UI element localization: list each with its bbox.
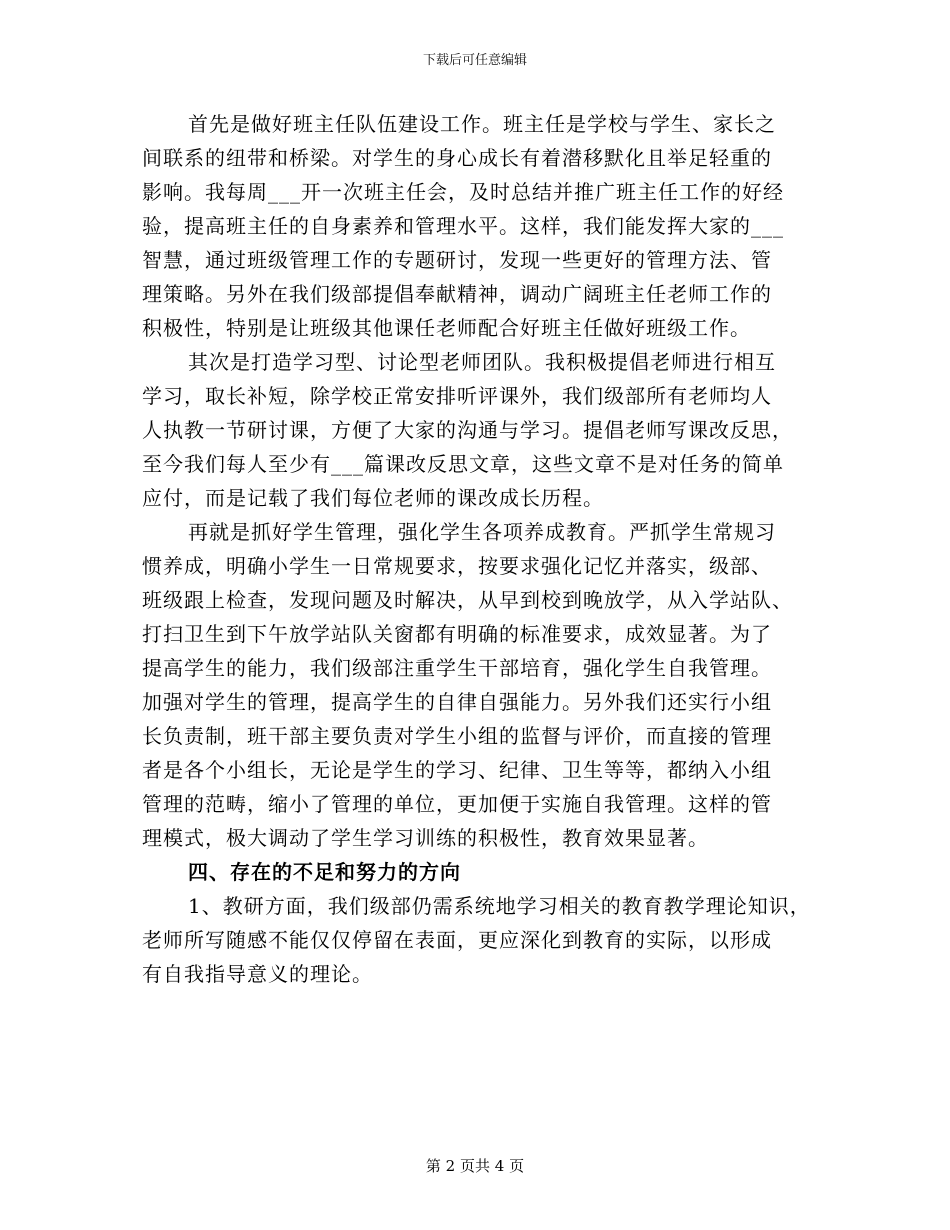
text-line: 人执教一节研讨课，方便了大家的沟通与学习。提倡老师写课改反思， — [142, 418, 793, 442]
text-line: 管理的范畴，缩小了管理的单位，更加便于实施自我管理。这样的管 — [142, 792, 772, 816]
document-body — [142, 107, 832, 991]
text-line: 理模式，极大调动了学生学习训练的积极性，教育效果显著。 — [142, 826, 709, 850]
text-line: 惯养成，明确小学生一日常规要求，按要求强化记忆并落实，级部、 — [142, 554, 772, 578]
text-line: 首先是做好班主任队伍建设工作。班主任是学校与学生、家长之 — [188, 112, 776, 136]
text-line: 间联系的纽带和桥梁。对学生的身心成长有着潜移默化且举足轻重的 — [142, 146, 772, 170]
text-line: 者是各个小组长，无论是学生的学习、纪律、卫生等等，都纳入小组 — [142, 758, 772, 782]
text-line: 积极性，特别是让班级其他课任老师配合好班主任做好班级工作。 — [142, 316, 751, 340]
text-line: 至今我们每人至少有___篇课改反思文章，这些文章不是对任务的简单 — [142, 452, 784, 476]
text-line: 打扫卫生到下午放学站队关窗都有明确的标准要求，成效显著。为了 — [142, 622, 772, 646]
text-line: 其次是打造学习型、讨论型老师团队。我积极提倡老师进行相互 — [188, 350, 776, 374]
text-line: 老师所写随感不能仅仅停留在表面，更应深化到教育的实际，以形成 — [142, 928, 772, 952]
text-line: 影响。我每周___开一次班主任会，及时总结并推广班主任工作的好经 — [142, 180, 784, 204]
text-line: 验，提高班主任的自身素养和管理水平。这样，我们能发挥大家的___ — [142, 214, 784, 238]
text-line: 班级跟上检查，发现问题及时解决，从早到校到晚放学，从入学站队、 — [142, 588, 793, 612]
section-heading: 四、存在的不足和努力的方向 — [188, 860, 461, 884]
text-line: 应付，而是记载了我们每位老师的课改成长历程。 — [142, 486, 604, 510]
text-line: 1、教研方面，我们级部仍需系统地学习相关的教育教学理论知识， — [188, 894, 811, 918]
text-line: 提高学生的能力，我们级部注重学生干部培育，强化学生自我管理。 — [142, 656, 772, 680]
text-line: 加强对学生的管理，提高学生的自律自强能力。另外我们还实行小组 — [142, 690, 772, 714]
text-line: 学习，取长补短，除学校正常安排听评课外，我们级部所有老师均人 — [142, 384, 772, 408]
text-line: 有自我指导意义的理论。 — [142, 962, 373, 986]
text-line: 长负责制，班干部主要负责对学生小组的监督与评价，而直接的管理 — [142, 724, 772, 748]
page-number: 第 2 页共 4 页 — [425, 1157, 525, 1175]
page-header: 下载后可任意编辑 — [422, 53, 527, 68]
text-line: 再就是抓好学生管理，强化学生各项养成教育。严抓学生常规习 — [188, 520, 776, 544]
text-line: 智慧，通过班级管理工作的专题研讨，发现一些更好的管理方法、管 — [142, 248, 772, 272]
text-line: 理策略。另外在我们级部提倡奉献精神，调动广阔班主任老师工作的 — [142, 282, 772, 306]
